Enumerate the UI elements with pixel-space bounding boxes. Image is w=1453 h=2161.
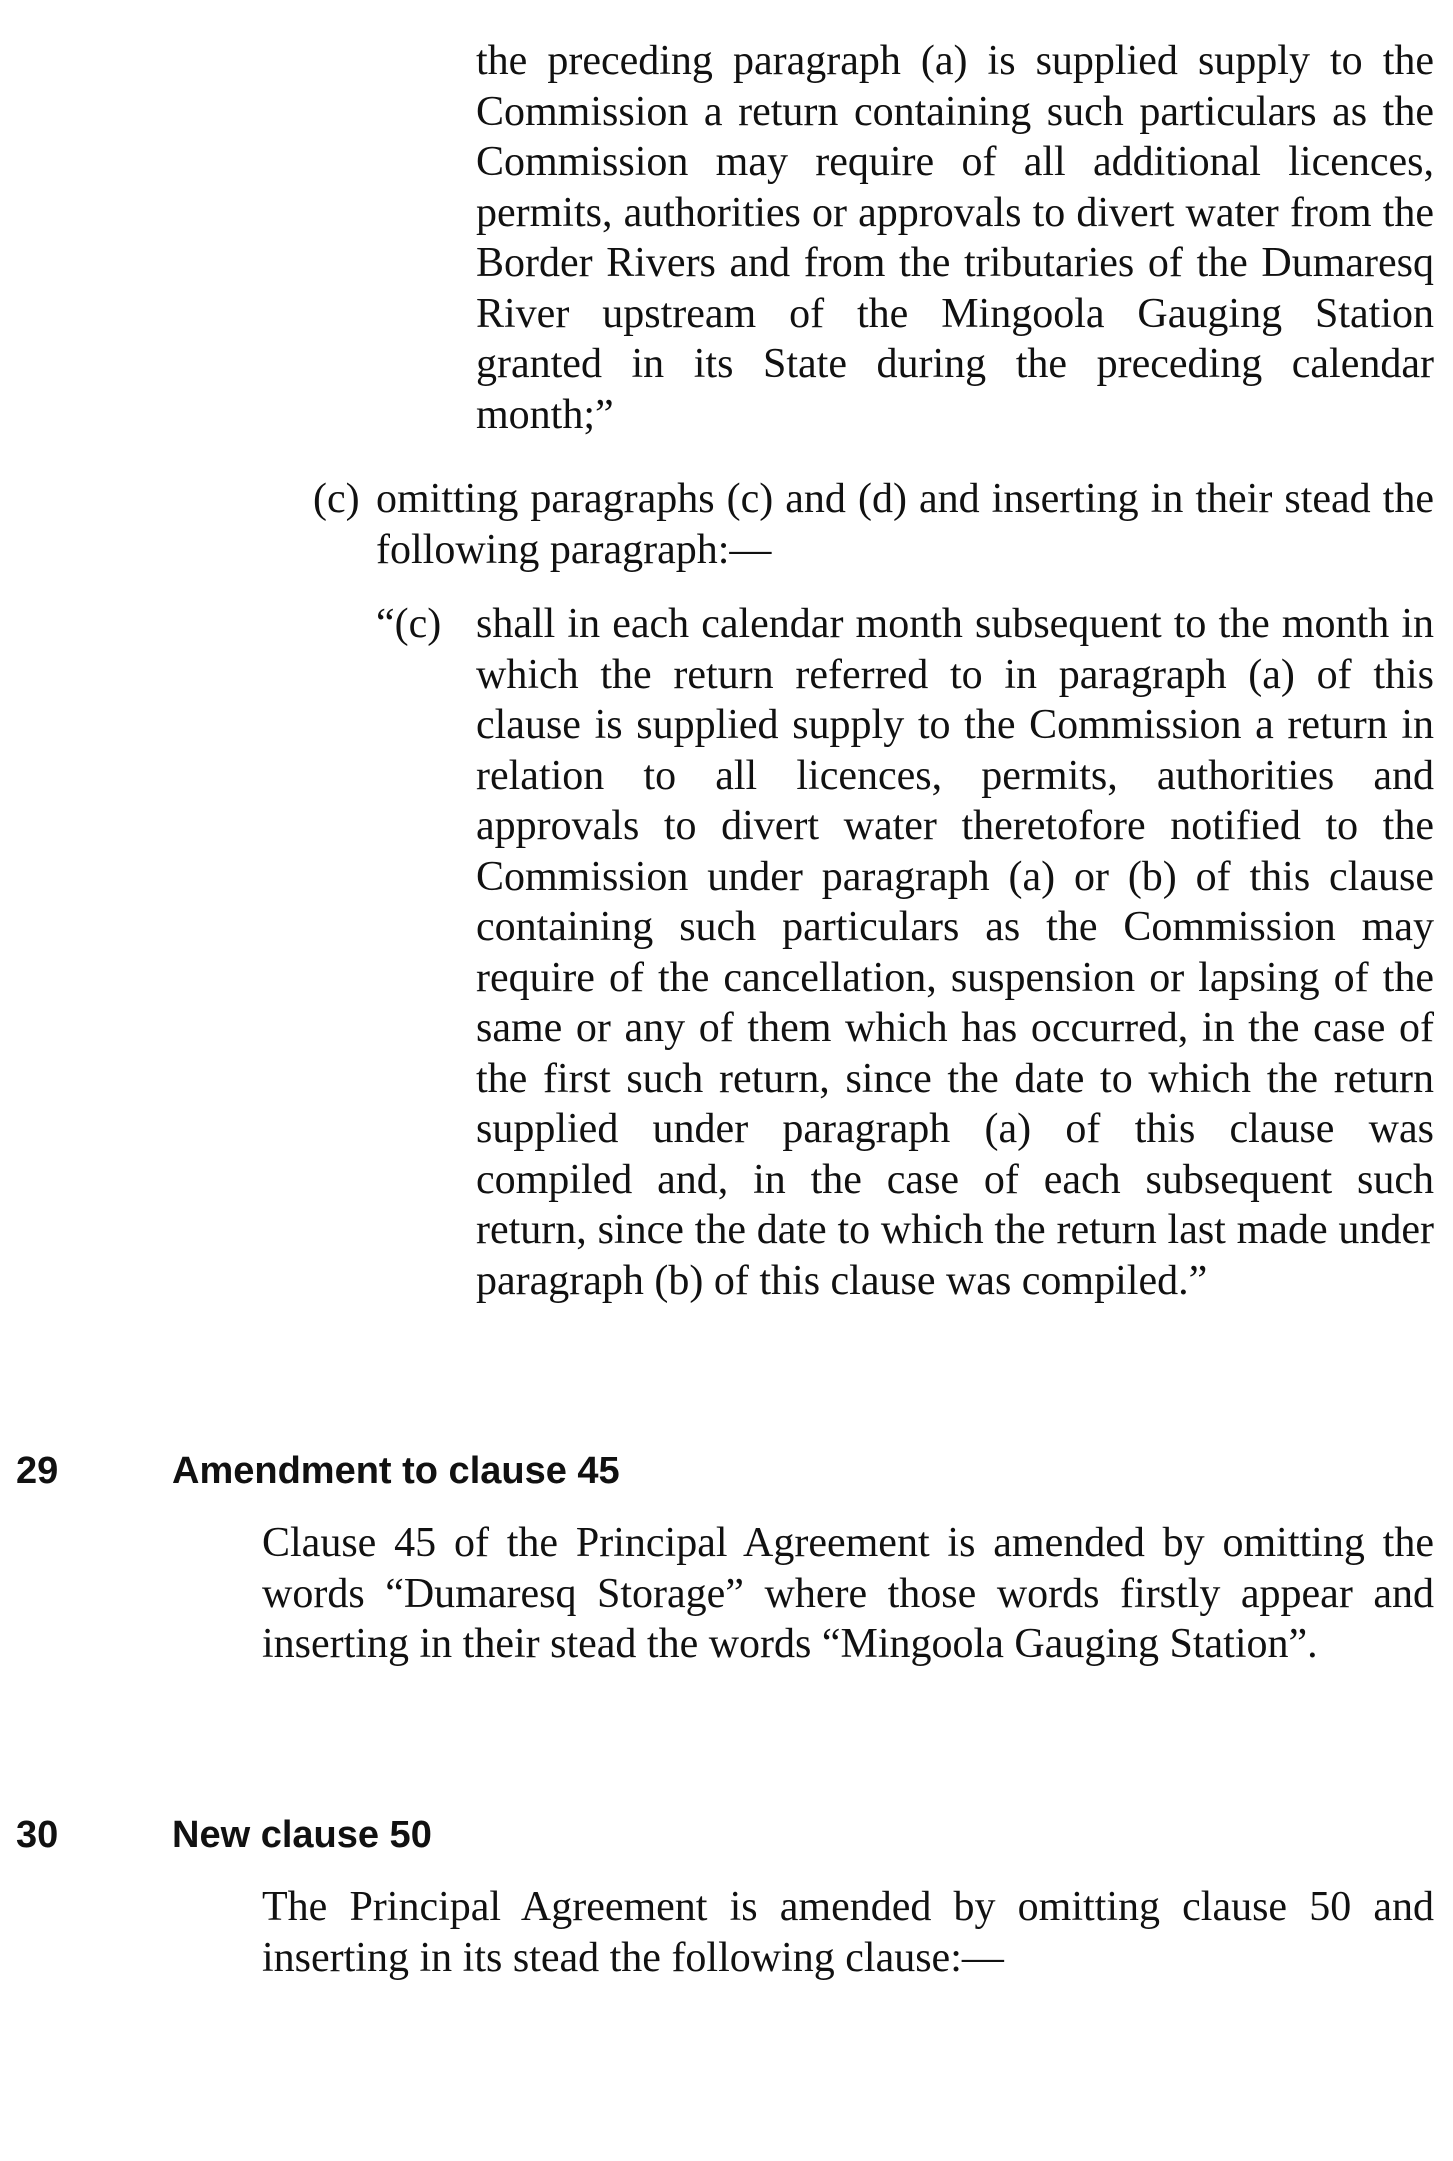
section-30-number: 30 [16,1814,59,1856]
continuation-paragraph: the preceding paragraph (a) is supplied supply to the Commission a return containing such particulars as the Commission may require of all additional licences, permits, authorities or approvals to divert water from the Border Rivers and from the tributaries of the Dumaresq River upstream of the Mingoola Gauging Station granted in its State during the preceding calendar month;” [476,38,1434,438]
section-30-heading: New clause 50 [172,1814,432,1856]
section-29-number: 29 [16,1450,59,1492]
section-29-body: Clause 45 of the Principal Agreement is amended by omitting the words “Dumaresq Storage” where those words firstly appear and inserting in their stead the words “Mingoola Gauging Station”. [262,1520,1434,1667]
item-c-text: omitting paragraphs (c) and (d) and inserting in their stead the following paragraph:— [376,476,1434,573]
quoted-c-label: “(c) [376,601,442,647]
quoted-c-text: shall in each calendar month subsequent to the month in which the return referred to in paragraph (a) of this clause is supplied supply to the Commission a return in relation to all licences, permits, authorities and approvals to divert water theretofore notified to the Commission under paragraph (a) or (b) of this clause containing such particulars as the Commission may require of the cancellation, suspension or lapsing of the same or any of them which has occurred, in the case of the first such return, since the date to which the return supplied under paragraph (a) of this clause was compiled and, in the case of each subsequent such return, since the date to which the return last made under paragraph (b) of this clause was compiled.” [476,601,1434,1304]
section-30-body: The Principal Agreement is amended by omitting clause 50 and inserting in its stead the following clause:— [262,1884,1434,1981]
section-29-heading: Amendment to clause 45 [172,1450,620,1492]
item-c-label: (c) [313,476,360,522]
